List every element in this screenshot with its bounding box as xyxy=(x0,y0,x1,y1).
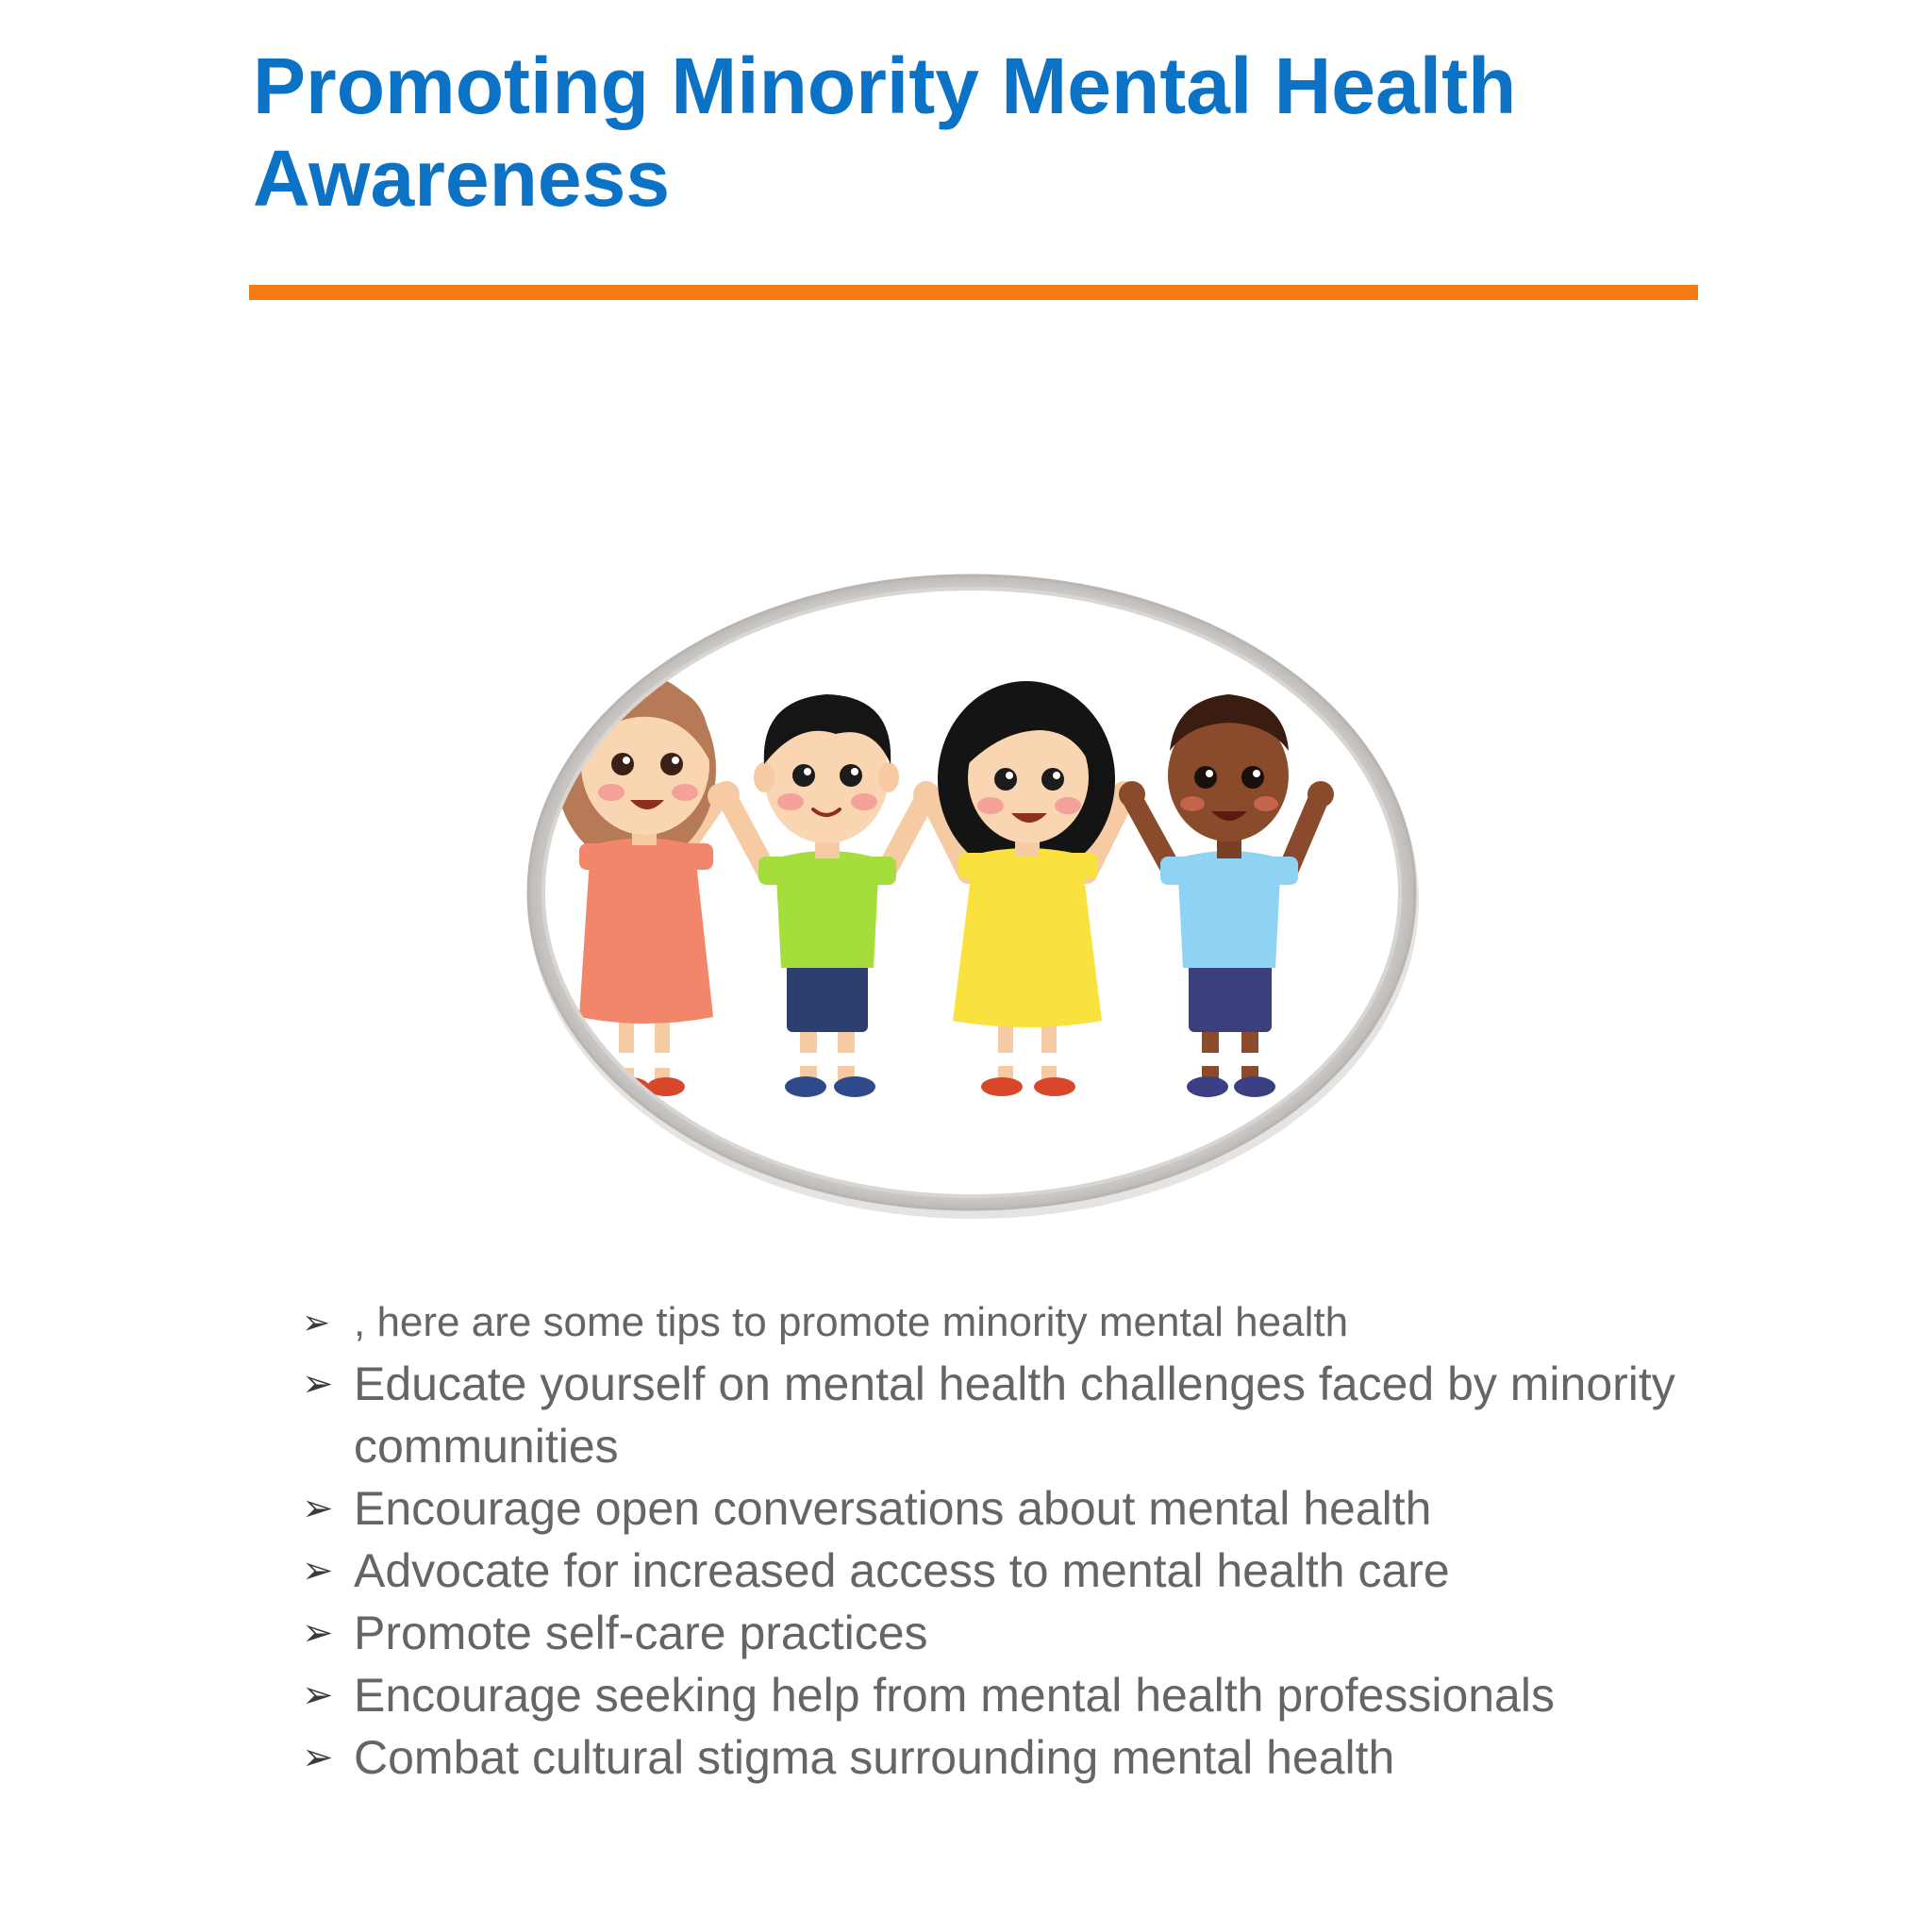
tip-item xyxy=(302,1353,1698,1477)
tip-item xyxy=(302,1540,1698,1602)
arrowhead-bullet-icon: ➢ xyxy=(302,1674,334,1716)
tip-text: Encourage open conversations about mental health xyxy=(354,1482,1432,1535)
tip-text: Encourage seeking help from mental health professionals xyxy=(354,1669,1555,1722)
illustration-svg xyxy=(525,562,1419,1223)
tip-text: Combat cultural stigma surrounding mental health xyxy=(354,1731,1395,1784)
tip-text: , here are some tips to promote minority mental health xyxy=(354,1299,1349,1345)
arrowhead-bullet-icon: ➢ xyxy=(302,1737,334,1778)
arrowhead-bullet-icon: ➢ xyxy=(302,1550,334,1591)
tip-text: Promote self-care practices xyxy=(354,1607,928,1659)
tip-item xyxy=(302,1292,1698,1353)
tip-text: Advocate for increased access to mental health care xyxy=(354,1544,1450,1597)
arrowhead-bullet-icon: ➢ xyxy=(302,1363,334,1405)
arrowhead-bullet-icon: ➢ xyxy=(302,1612,334,1654)
tip-item xyxy=(302,1477,1698,1540)
tip-item xyxy=(302,1664,1698,1726)
children-holding-hands-illustration xyxy=(525,562,1419,1223)
tip-item xyxy=(302,1726,1698,1789)
arrowhead-bullet-icon: ➢ xyxy=(302,1303,331,1341)
arrowhead-bullet-icon: ➢ xyxy=(302,1488,334,1529)
title-divider xyxy=(249,285,1698,300)
tip-item xyxy=(302,1602,1698,1664)
tip-text: Educate yourself on mental health challenges faced by minority communities xyxy=(354,1357,1675,1473)
page-title: Promoting Minority Mental Health Awareness xyxy=(253,42,1517,223)
tips-list xyxy=(302,1292,1698,1789)
